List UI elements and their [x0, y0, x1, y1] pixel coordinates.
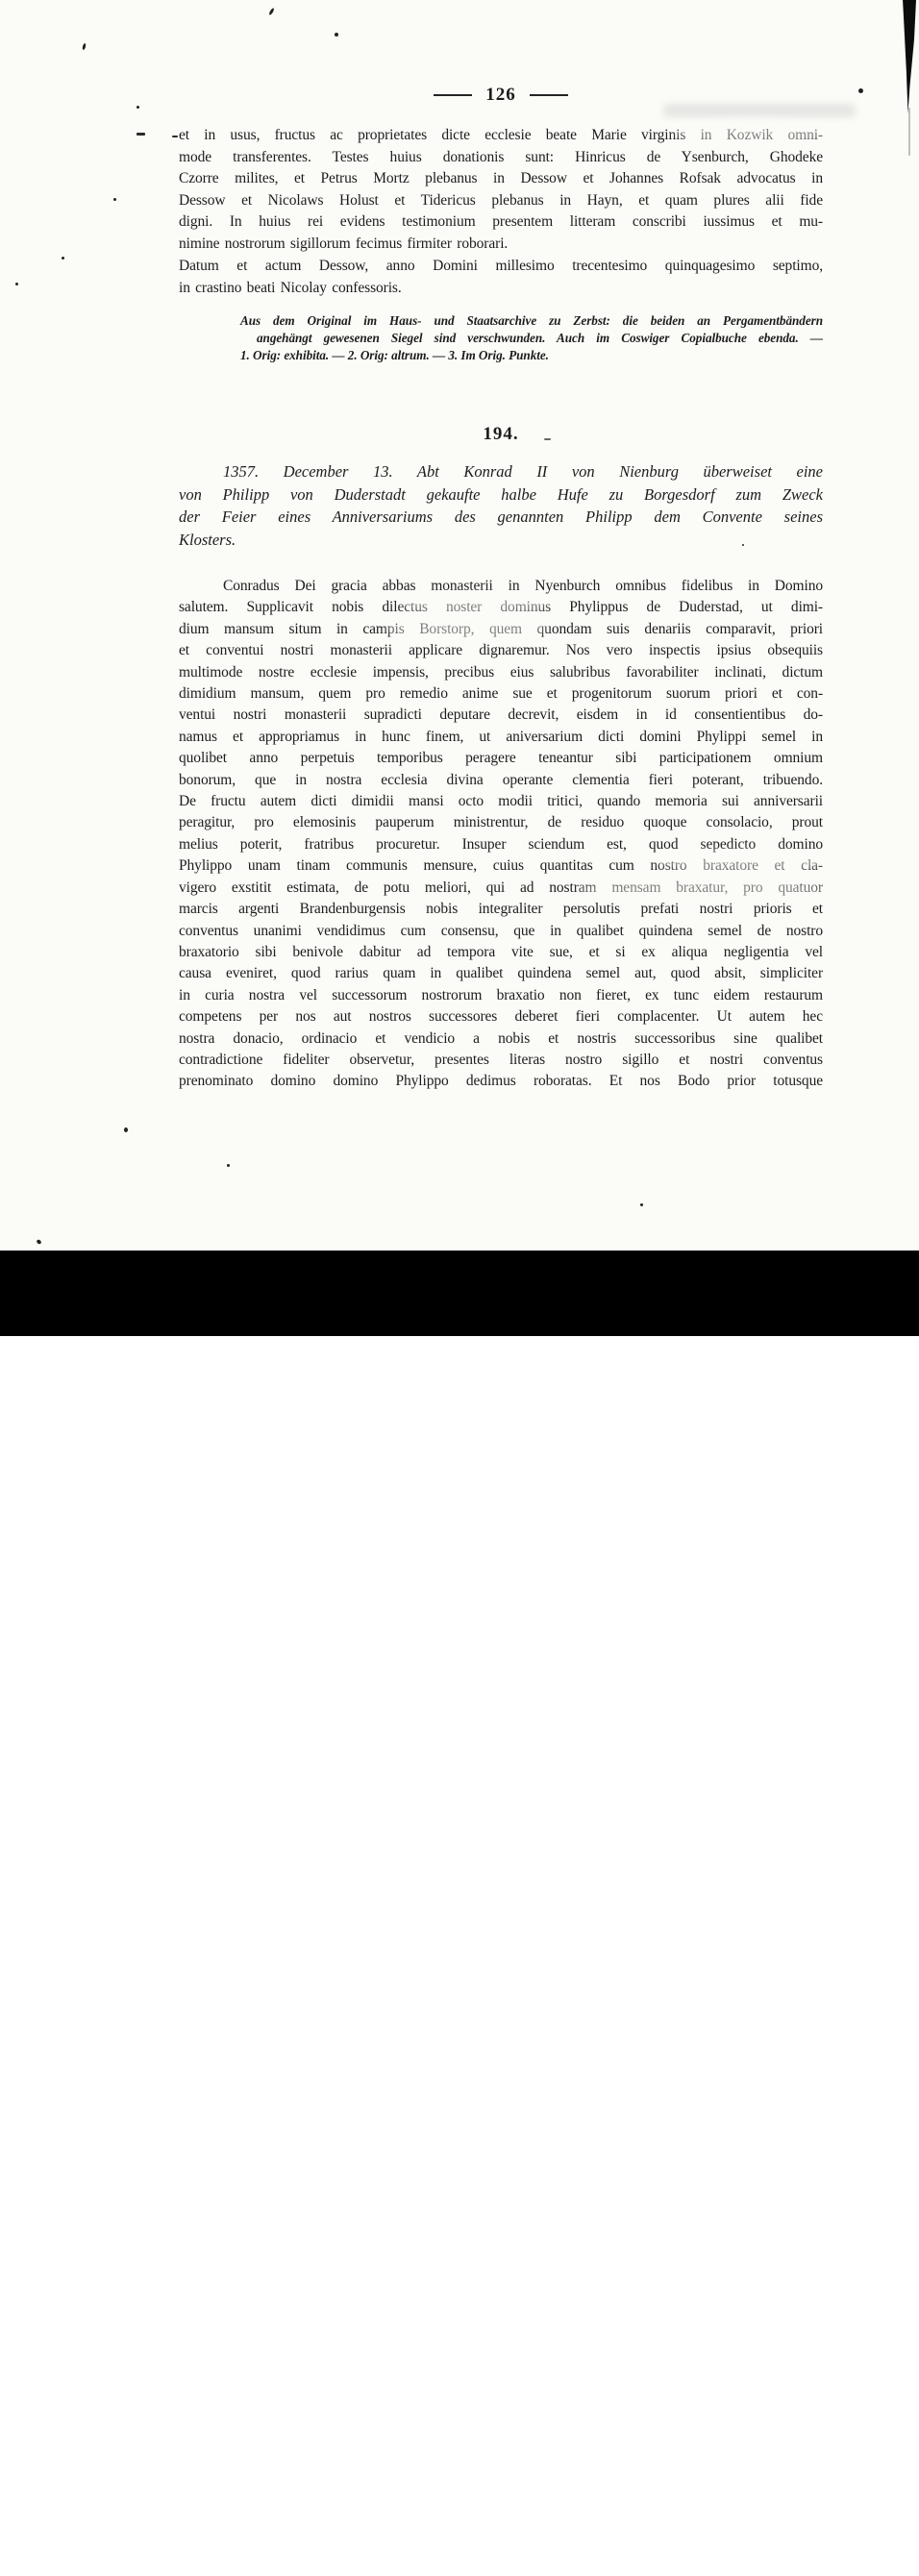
- text-line: Czorre milites, et Petrus Mortz plebanus in Dessow et Johannes Rofsak advocatus in: [179, 170, 823, 187]
- text-line: Datum et actum Dessow, anno Domini millesimo trecentesimo quinquagesimo septimo,: [179, 258, 823, 274]
- entry-193-continuation-paragraph: [179, 125, 823, 256]
- text-line: mode transferentes. Testes huius donationis sunt: Hinricus de Ysenburch, Ghodeke: [179, 148, 823, 165]
- text-line: et in usus, fructus ac proprietates dicte ecclesie beate Marie virginis in Kozwik omni-: [179, 127, 823, 143]
- ink-smudge-artifact: [900, 0, 916, 113]
- text-line: multimode nostre ecclesie impensis, precibus eius salubribus favorabiliter inclinati, dictum: [179, 663, 823, 681]
- watermark-info: [728, 2516, 875, 2563]
- text-line: namus et appropriamus in hunc finem, ut aniversarium dicti domini Phylippi semel in: [179, 728, 823, 745]
- alamy-watermark-bar: [0, 1251, 919, 2576]
- ink-speck: [640, 1203, 643, 1206]
- text-line: nostra donacio, ordinacio et vendicio a nobis et nostris successoribus sine qualibet: [179, 1029, 823, 1047]
- text-line: Phylippo unam tinam communis mensure, cuius quantitas cum nostro braxatore et cla-: [179, 857, 823, 875]
- header-rule-right: [530, 94, 568, 96]
- entry-193-datum-paragraph: [179, 256, 823, 299]
- text-line: competens per nos aut nostros successores deberet fieri complacenter. Ut autem hec: [179, 1008, 823, 1026]
- ink-speck: [137, 106, 139, 109]
- text-line: 1357. December 13. Abt Konrad II von Nienburg überweiset eine: [223, 462, 823, 481]
- text-line: Klosters.: [179, 531, 236, 550]
- ink-speck: [172, 136, 178, 137]
- text-line: et conventui nostri monasterii applicare dignaremur. Nos vero inspectis ipsius obsequiis: [179, 642, 823, 659]
- text-line: ventui nostri monasterii supradicti deputare decrevit, eisdem in id consentientibus do-: [179, 706, 823, 724]
- ink-speck: [335, 33, 338, 37]
- ink-speck: [62, 257, 64, 260]
- ink-speck: [36, 1239, 41, 1245]
- ink-speck: [113, 198, 116, 201]
- header-rule-left: [434, 94, 472, 96]
- ink-speck: [15, 283, 18, 285]
- text-line: contradictione fideliter observetur, presentes literas nostro sigillo et nostri conventus: [179, 1051, 823, 1068]
- entry-194-charter-text: [179, 576, 823, 1093]
- text-line: conventus unanimi vendidimus cum consensu, que in qualibet quindena semel de nostro: [179, 922, 823, 939]
- text-line: melius poterit, fratribus procuretur. Insuper sciendum est, quod sepedicto domino: [179, 835, 823, 853]
- text-line: Dessow et Nicolaws Holust et Tidericus plebanus in Hayn, et quam plures alii fide: [179, 191, 823, 209]
- page-header: [179, 85, 823, 106]
- text-line: prenominato domino domino Phylippo dedimus roboratas. Et nos Bodo prior totusque: [179, 1073, 823, 1090]
- alamy-url-text: www.alamy.com: [727, 2540, 875, 2562]
- text-line: quolibet anno perpetuis temporibus peragere teneantur sibi participationem omnium: [179, 750, 823, 767]
- entry-194-regest: [179, 460, 823, 552]
- ink-speck: [137, 133, 145, 136]
- ink-speck: [858, 88, 863, 93]
- text-line: dimidium mansum, quem pro remedio anime sue et progenitorum suorum priori et con-: [179, 685, 823, 703]
- text-line: causa eveniret, quod rarius quam in qualibet quindena semel aut, quod absit, simpliciter: [179, 965, 823, 982]
- text-line: Aus dem Original im Haus- und Staatsarchive zu Zerbst: die beiden an Pergamentbändern: [240, 313, 823, 328]
- alamy-logo: alamy: [44, 2510, 174, 2576]
- page-number: 126: [485, 85, 516, 105]
- entry-193-source-note: [240, 312, 823, 363]
- text-line: in crastino beati Nicolay confessoris.: [179, 279, 402, 296]
- text-line: braxatorio sibi benivole dabitur ad tempora vite sue, et si ex aliqua negligentia vel: [179, 943, 823, 960]
- text-line: peragitur, pro elemosinis pauperum ministrentur, de residuo quoque consolacio, prout: [179, 814, 823, 831]
- ink-smudge-tail-artifact: [908, 108, 910, 156]
- text-line: 1. Orig: exhibita. — 2. Orig: altrum. — 3. Im Orig. Punkte.: [240, 347, 549, 362]
- text-line: in curia nostra vel successorum nostrorum braxatio non fieret, ex tunc eidem restaurum: [179, 986, 823, 1003]
- text-line: marcis argenti Brandenburgensis nobis integraliter persolutis prefati nostri prioris et: [179, 901, 823, 918]
- text-line: vigero exstitit estimata, de potu meliori, qui ad nostram mensam braxatur, pro quatuor: [179, 879, 823, 896]
- ink-speck: [82, 43, 87, 51]
- text-line: nimine nostrorum sigillorum fecimus firmiter roborari.: [179, 235, 509, 252]
- image-id-text: Image ID: JW1KTD: [738, 2516, 875, 2533]
- text-line: bonorum, que in nostra ecclesia divina operante clementia fieri poterant, tribuendo.: [179, 771, 823, 788]
- ink-speck: [227, 1164, 230, 1167]
- text-line: De fructu autem dicti dimidii mansi octo modii tritici, quando memoria sui anniversarii: [179, 793, 823, 810]
- print-ghost-artifact: [663, 104, 856, 117]
- text-line: Conradus Dei gracia abbas monasterii in Nyenburch omnibus fidelibus in Domino: [223, 578, 823, 594]
- ink-speck: [268, 8, 275, 15]
- text-line: salutem. Supplicavit nobis dilectus noster dominus Phylippus de Duderstad, ut dimi-: [179, 599, 823, 616]
- text-line: dium mansum situm in campis Borstorp, quem quondam suis denariis comparavit, priori: [179, 620, 823, 637]
- text-line: digni. In huius rei evidens testimonium presentem litteram conscribi iussimus et mu-: [179, 213, 823, 231]
- text-line: von Philipp von Duderstadt gekaufte halbe Hufe zu Borgesdorf zum Zweck: [179, 484, 823, 504]
- ink-speck: [544, 438, 551, 440]
- text-line: angehängt gewesenen Siegel sind verschwunden. Auch im Coswiger Copialbuche ebenda. —: [257, 330, 823, 345]
- entry-194-number-heading: 194.: [483, 424, 519, 444]
- text-line: der Feier eines Anniversariums des genannten Philipp dem Convente seines: [179, 508, 823, 527]
- ink-speck: [742, 544, 744, 546]
- ink-speck: [124, 1127, 128, 1132]
